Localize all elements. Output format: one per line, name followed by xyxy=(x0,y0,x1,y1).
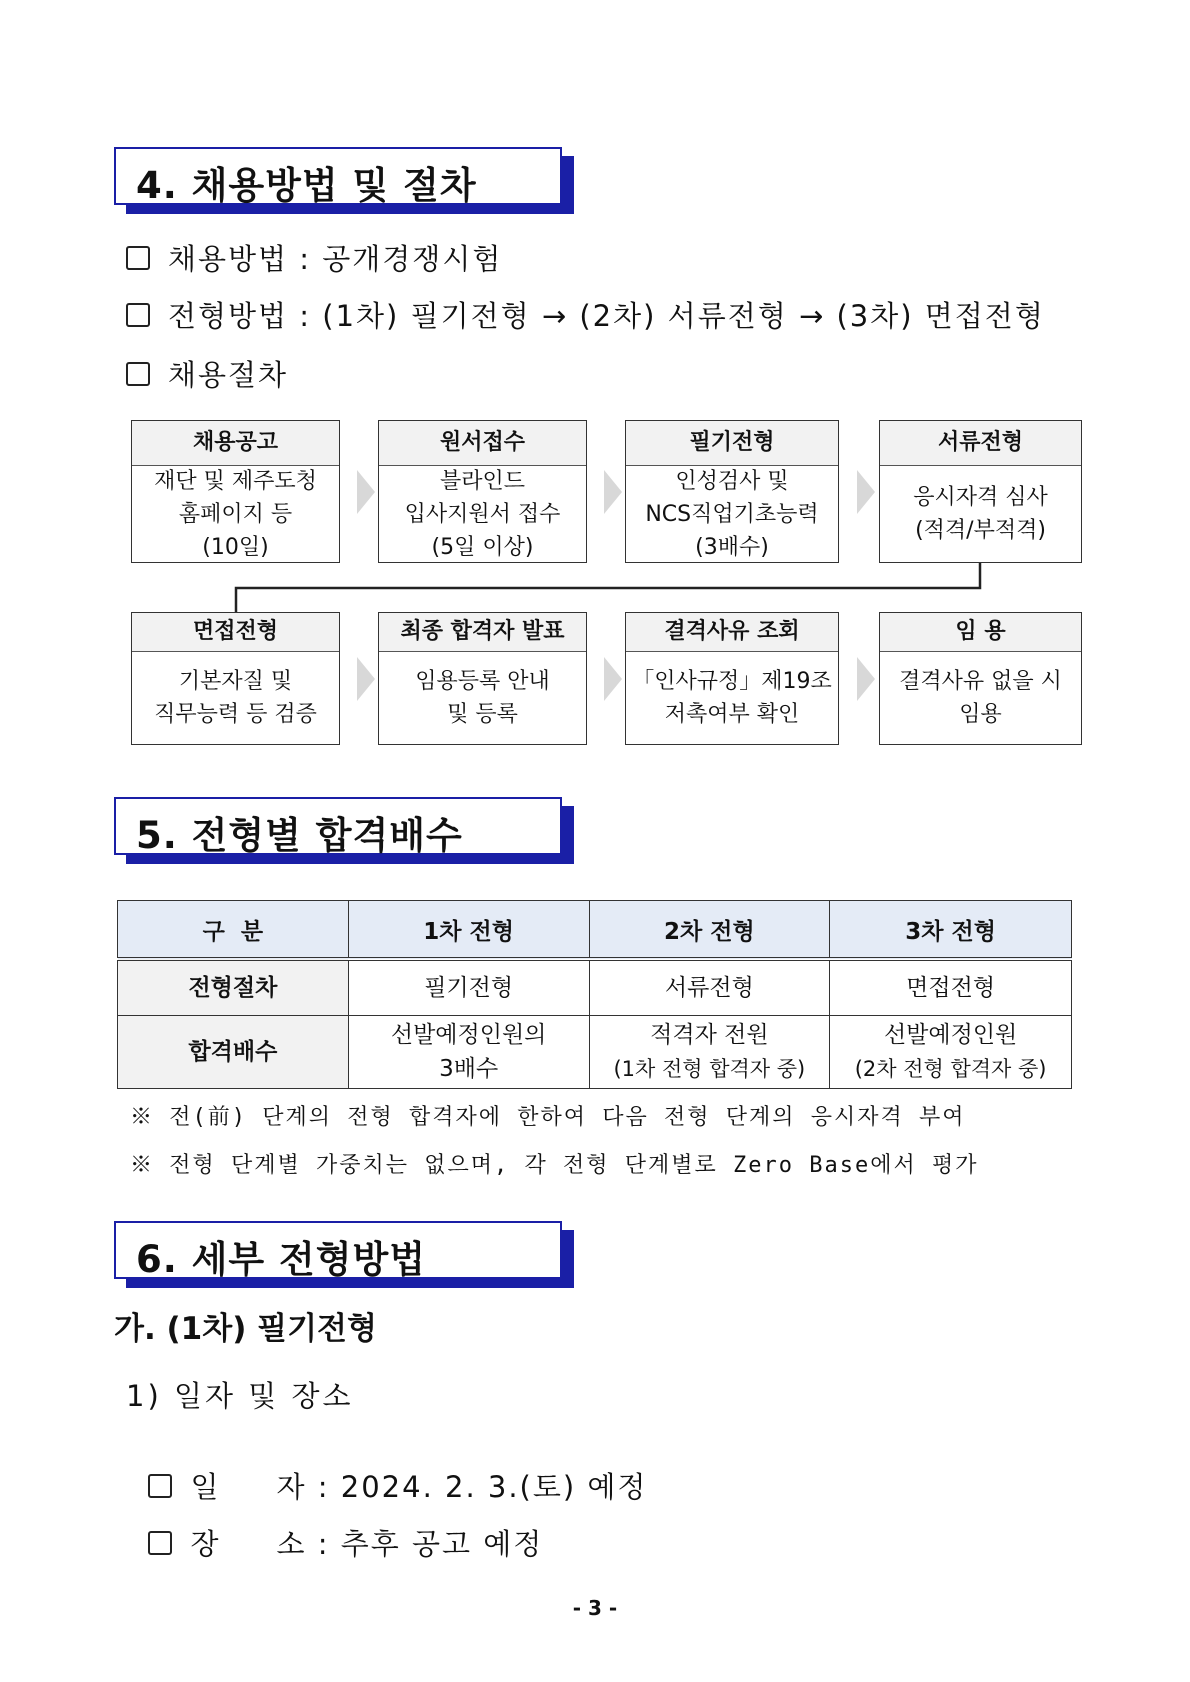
selection-method-text: 전형방법 : (1차) 필기전형 → (2차) 서류전형 → (3차) 면접전형 xyxy=(168,299,1045,333)
note-weighting: ※ 전형 단계별 가중치는 없으며, 각 전형 단계별로 Zero Base에서 평가 xyxy=(130,1153,979,1178)
table-header-cell: 1차 전형 xyxy=(348,901,589,960)
row-header-cell: 합격배수 xyxy=(118,1016,349,1089)
flow-step-body xyxy=(880,652,1081,744)
cell-line: (1차 전형 합격자 중) xyxy=(613,1057,806,1081)
flow-step-line: 기본자질 및 xyxy=(178,669,293,694)
flow-step-line: 직무능력 등 검증 xyxy=(154,702,317,727)
cell-line: 적격자 전원 xyxy=(650,1022,769,1048)
flow-step-title: 결격사유 조회 xyxy=(626,613,838,652)
flow-arrow-icon xyxy=(604,657,622,701)
flow-step-line: 입사지원서 접수 xyxy=(404,501,561,527)
table-cell xyxy=(589,1016,830,1089)
table-cell: 필기전형 xyxy=(348,959,589,1016)
flow-step-line: 재단 및 제주도청 xyxy=(154,468,317,494)
flow-step-line: (5일 이상) xyxy=(431,534,534,560)
cell-line: 3배수 xyxy=(439,1056,499,1082)
section-5-header xyxy=(114,797,562,855)
place-line xyxy=(126,1488,543,1563)
page-number: - 3 - xyxy=(572,1596,618,1620)
checkbox-icon xyxy=(148,1531,172,1555)
flow-step-line: 임용 xyxy=(959,702,1002,727)
flow-step-line: NCS직업기초능력 xyxy=(645,501,819,527)
section-6-title: 6. 세부 전형방법 xyxy=(136,1238,427,1281)
flow-arrow-icon xyxy=(357,657,375,701)
flow-step-line: (10일) xyxy=(202,534,269,560)
table-header-cell: 3차 전형 xyxy=(830,901,1072,960)
table-header-cell: 2차 전형 xyxy=(589,901,830,960)
flow-step-title: 임 용 xyxy=(880,613,1081,652)
table-cell: 면접전형 xyxy=(830,959,1072,1016)
flow-step-title: 면접전형 xyxy=(132,613,339,652)
flow-step-body xyxy=(379,652,586,744)
flow-step-6 xyxy=(378,612,587,745)
flow-step-line: 응시자격 심사 xyxy=(913,485,1048,510)
section-6-header xyxy=(114,1221,562,1279)
flow-step-line: 임용등록 안내 xyxy=(415,669,550,694)
flow-step-line: 저촉여부 확인 xyxy=(664,702,800,727)
table-cell: 서류전형 xyxy=(589,959,830,1016)
flow-step-line: 인성검사 및 xyxy=(675,468,789,494)
section-4-title: 4. 채용방법 및 절차 xyxy=(136,164,477,207)
flow-step-line: 홈페이지 등 xyxy=(178,501,293,527)
cell-line: 선발예정인원 xyxy=(883,1022,1018,1048)
flow-step-title: 필기전형 xyxy=(626,421,838,466)
date-text: 일 자 : 2024. 2. 3.(토) 예정 xyxy=(190,1470,648,1504)
table-cell xyxy=(348,1016,589,1089)
flow-step-title: 최종 합격자 발표 xyxy=(379,613,586,652)
flow-step-title: 채용공고 xyxy=(132,421,339,466)
flow-step-line: 및 등록 xyxy=(447,702,518,727)
table-cell xyxy=(830,1016,1072,1089)
flow-step-line: 블라인드 xyxy=(439,468,525,494)
flow-arrow-icon xyxy=(857,657,875,701)
header-box xyxy=(114,797,562,855)
hiring-procedure-text: 채용절차 xyxy=(168,358,289,392)
table-row xyxy=(118,1016,1072,1089)
row-header-cell: 전형절차 xyxy=(118,959,349,1016)
flow-step-body xyxy=(626,652,838,744)
section-5-title: 5. 전형별 합격배수 xyxy=(136,814,463,857)
flow-step-line: (적격/부적격) xyxy=(915,518,1046,543)
cell-line: (2차 전형 합격자 중) xyxy=(854,1057,1047,1081)
place-text: 장 소 : 추후 공고 예정 xyxy=(190,1527,544,1561)
table-header-row xyxy=(118,901,1072,960)
flow-connector xyxy=(0,0,1190,640)
table-header-cell: 구 분 xyxy=(118,901,349,960)
flow-step-7 xyxy=(625,612,839,745)
flow-step-title: 서류전형 xyxy=(880,421,1081,466)
pass-multiplier-table xyxy=(117,900,1072,1089)
cell-line: 선발예정인원의 xyxy=(390,1022,547,1048)
note-eligibility: ※ 전(前) 단계의 전형 합격자에 한하여 다음 전형 단계의 응시자격 부여 xyxy=(130,1105,966,1130)
table-row xyxy=(118,959,1072,1016)
flow-step-line: (3배수) xyxy=(695,534,769,560)
subsection-1-title: 1) 일자 및 장소 xyxy=(126,1379,354,1413)
flow-step-8 xyxy=(879,612,1082,745)
flow-step-title: 원서접수 xyxy=(379,421,586,466)
flow-step-line: 결격사유 없을 시 xyxy=(899,669,1062,694)
flow-step-line: 「인사규정」제19조 xyxy=(632,669,832,694)
hiring-method-text: 채용방법 : 공개경쟁시험 xyxy=(168,242,503,276)
subsection-a-title: 가. (1차) 필기전형 xyxy=(114,1311,377,1347)
header-box xyxy=(114,1221,562,1279)
flow-step-body xyxy=(132,652,339,744)
flow-step-5 xyxy=(131,612,340,745)
